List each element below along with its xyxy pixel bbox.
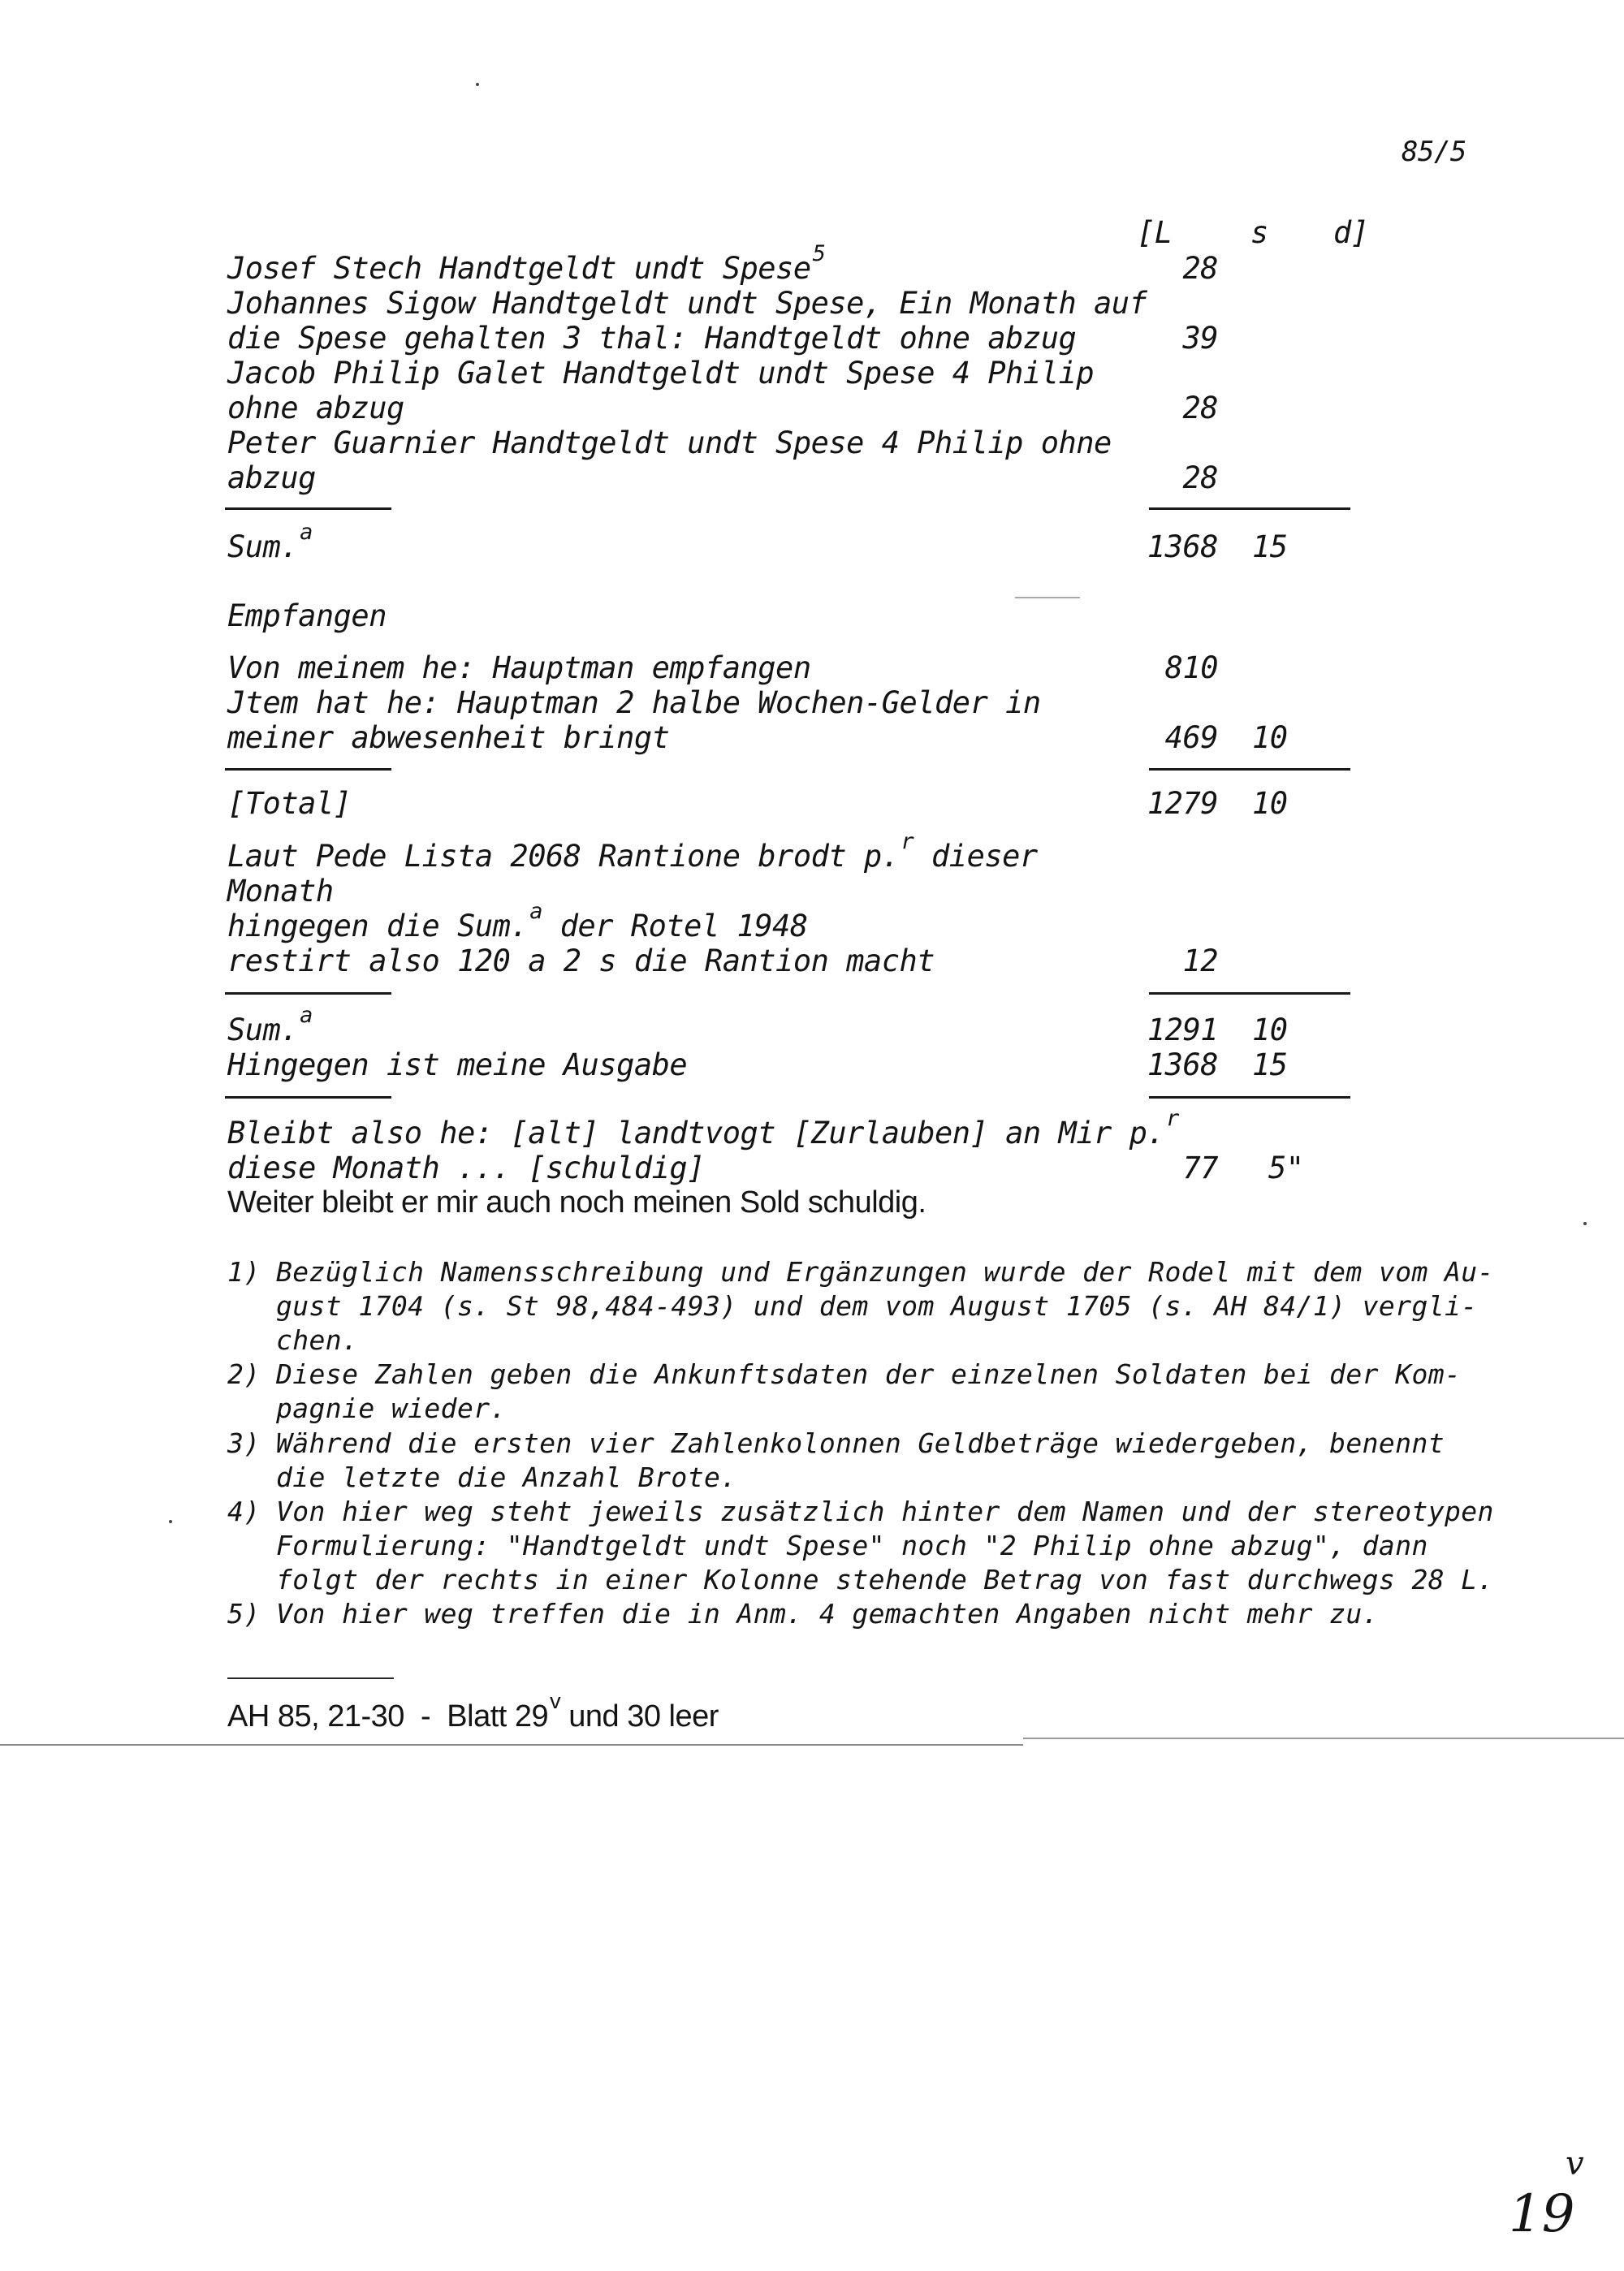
balance-text: diese Monath ... [schuldig] [227, 1151, 705, 1185]
balance-amount-l: 77 [1182, 1151, 1218, 1185]
balance-amount-s: 5" [1268, 1151, 1304, 1185]
sum-rule-left [225, 992, 391, 995]
sum-rule-right [1149, 992, 1350, 995]
entry-text: die Spese gehalten 3 thal: Handtgeldt ohne abzug [227, 321, 1077, 356]
sum-rule-left [225, 507, 391, 510]
handwritten-mark: v [1566, 2145, 1584, 2182]
rantion-text: hingegen die Sum.$^a$ der Rotel 1948 [227, 899, 808, 943]
entry-text: Jacob Philip Galet Handtgeldt undt Spese 4 Philip [227, 356, 1095, 391]
column-header-d: d] [1333, 215, 1369, 250]
footnote-number: 5) [227, 1598, 261, 1630]
received-text: meiner abwesenheit bringt [227, 720, 670, 755]
source-rule [227, 1677, 394, 1679]
scan-edge [1023, 1738, 1624, 1739]
sum-amount-s: 15 [1252, 529, 1288, 564]
total-amount-l: 1279 [1147, 786, 1218, 821]
source-reference: AH 85, 21-30 - Blatt 29$^v$ und 30 leer [227, 1689, 719, 1733]
scan-speck [1583, 1222, 1587, 1225]
footnote-line: Bezüglich Namensschreibung und Ergänzungen wurde der Rodel mit dem vom Au- [276, 1256, 1494, 1288]
total-label: [Total] [227, 786, 352, 821]
footnote-number: 3) [227, 1427, 261, 1459]
entry-text: ohne abzug [227, 391, 404, 425]
footnote-number: 2) [227, 1358, 261, 1390]
balance-rule-right [1149, 1096, 1350, 1099]
sum-amount-l: 1368 [1147, 529, 1218, 564]
scan-speck [476, 83, 479, 86]
received-text: Von meinem he: Hauptman empfangen [227, 650, 811, 685]
closing-note: Weiter bleibt er mir auch noch meinen Sold schuldig. [227, 1185, 926, 1220]
footnote-line: Formulierung: "Handtgeldt undt Spese" noch "2 Philip ohne abzug", dann [276, 1530, 1428, 1561]
footnote-line: Von hier weg steht jeweils zusätzlich hinter dem Namen und der stereotypen [276, 1496, 1494, 1527]
section-heading: Empfangen [227, 598, 387, 633]
sum-label: Sum.$^a$ [227, 520, 313, 564]
entry-text: Peter Guarnier Handtgeldt undt Spese 4 Philip ohne [227, 425, 1112, 460]
sum-rule-right [1149, 507, 1350, 510]
footnote-number: 1) [227, 1256, 261, 1288]
footnote-line: gust 1704 (s. St 98,484-493) und dem vom August 1705 (s. AH 84/1) vergli- [276, 1290, 1478, 1322]
expense-amount-s: 15 [1252, 1047, 1288, 1082]
entry-amount-l: 28 [1182, 391, 1218, 425]
footnote-line: chen. [276, 1324, 359, 1356]
footnote-line: Von hier weg treffen die in Anm. 4 gemachten Angaben nicht mehr zu. [276, 1598, 1379, 1630]
entry-amount-l: 39 [1182, 321, 1218, 356]
footnote-line: Diese Zahlen geben die Ankunftsdaten der einzelnen Soldaten bei der Kom- [276, 1358, 1462, 1390]
sum-label: Sum.$^a$ [227, 1003, 313, 1047]
footnote-line: folgt der rechts in einer Kolonne stehende Betrag von fast durchwegs 28 L. [276, 1564, 1494, 1595]
received-amount-l: 810 [1164, 650, 1218, 685]
received-text: Jtem hat he: Hauptman 2 halbe Wochen-Gelder in [227, 685, 1041, 720]
rantion-amount-l: 12 [1182, 943, 1218, 978]
received-amount-s: 10 [1252, 720, 1288, 755]
rantion-text: Monath [227, 874, 334, 909]
expense-text: Hingegen ist meine Ausgabe [227, 1047, 688, 1082]
received-amount-l: 469 [1164, 720, 1218, 755]
entry-text: Josef Stech Handtgeldt undt Spese$^5$ [227, 241, 826, 286]
column-header-l: [L [1137, 215, 1173, 250]
footnote-line: pagnie wieder. [276, 1392, 507, 1424]
scan-edge [0, 1744, 1023, 1746]
page-reference: 85/5 [1402, 136, 1466, 168]
sum-amount-l: 1291 [1147, 1012, 1218, 1047]
total-rule-right [1149, 768, 1350, 771]
total-amount-s: 10 [1252, 786, 1288, 821]
scan-speck [1015, 597, 1080, 598]
entry-amount-l: 28 [1182, 460, 1218, 495]
expense-amount-l: 1368 [1147, 1047, 1218, 1082]
entry-text: abzug [227, 460, 316, 495]
total-rule-left [225, 768, 391, 771]
scan-speck [169, 1520, 172, 1523]
footnote-number: 4) [227, 1496, 261, 1527]
rantion-text: Laut Pede Lista 2068 Rantione brodt p.$^r$ dieser [227, 829, 1038, 874]
footnote-line: die letzte die Anzahl Brote. [276, 1461, 737, 1493]
column-header-s: s [1250, 215, 1268, 250]
balance-text: Bleibt also he: [alt] landtvogt [Zurlauben] an Mir p.$^r$ [227, 1106, 1179, 1151]
entry-amount-l: 28 [1182, 251, 1218, 286]
handwritten-folio-number: 19 [1509, 2184, 1575, 2244]
footnote-line: Während die ersten vier Zahlenkolonnen Geldbeträge wiedergeben, benennt [276, 1427, 1445, 1459]
sum-amount-s: 10 [1252, 1012, 1288, 1047]
rantion-text: restirt also 120 a 2 s die Rantion macht [227, 943, 935, 978]
balance-rule-left [225, 1096, 391, 1099]
entry-text: Johannes Sigow Handtgeldt undt Spese, Ein Monath auf [227, 286, 1147, 321]
